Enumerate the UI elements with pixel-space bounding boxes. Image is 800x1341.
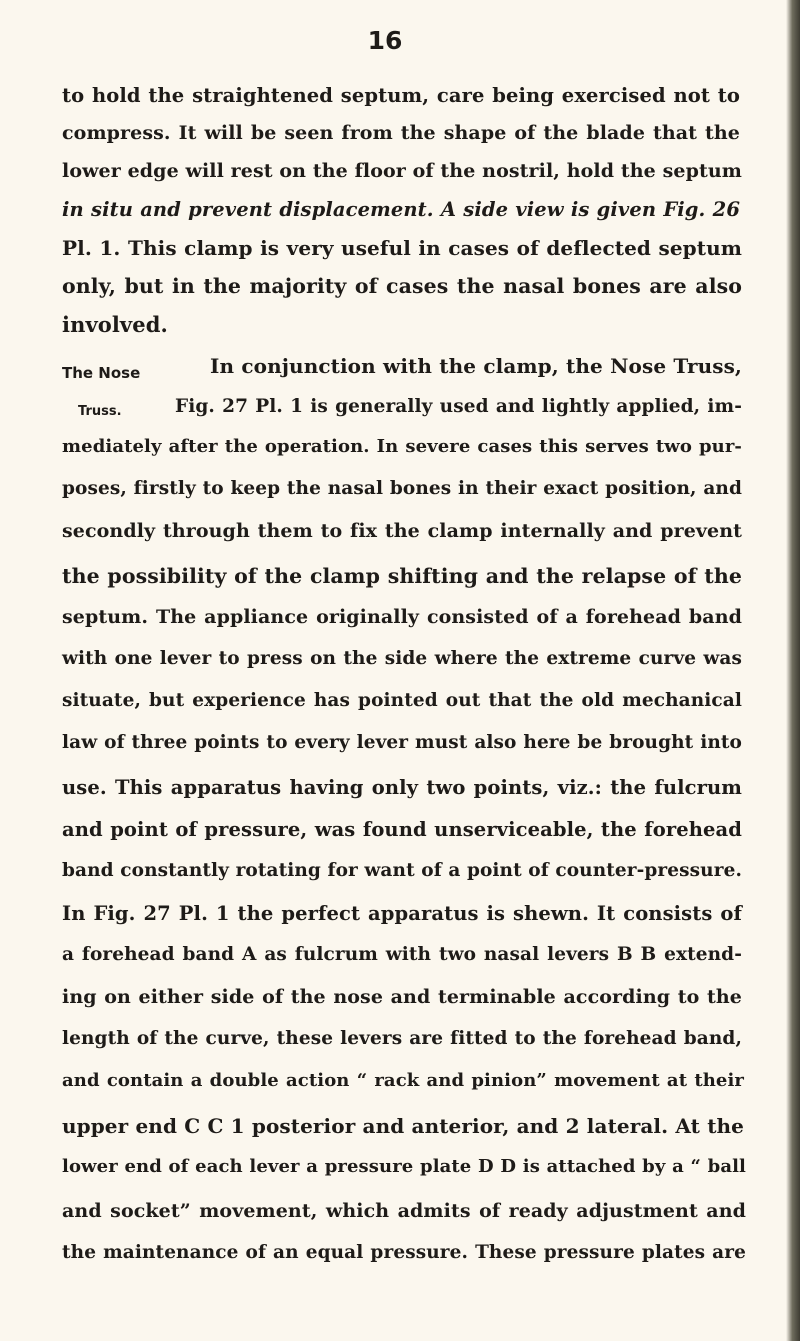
- text-line-9: Fig. 27 Pl. 1 is generally used and lightly applied, im-: [175, 396, 742, 417]
- text-line-8: In conjunction with the clamp, the Nose Truss,: [210, 354, 742, 378]
- text-line-1: to hold the straightened septum, care being exercised not to: [62, 84, 740, 107]
- text-line-2: compress. It will be seen from the shape of the blade that the: [62, 122, 740, 144]
- text-line-12: secondly through them to fix the clamp internally and prevent: [62, 520, 742, 542]
- text-line-3: lower edge will rest on the floor of the nostril, hold the septum: [62, 160, 742, 182]
- text-line-10: mediately after the operation. In severe cases this serves two pur-: [62, 436, 742, 457]
- text-line-27: lower end of each lever a pressure plate D D is attached by a “ ball: [62, 1156, 746, 1177]
- text-line-20: band constantly rotating for want of a point of counter-pressure.: [62, 860, 742, 881]
- text-line-16: situate, but experience has pointed out that the old mechanical: [62, 690, 742, 711]
- margin-note-line-2: Truss.: [78, 404, 122, 419]
- text-line-6: only, but in the majority of cases the nasal bones are also: [62, 274, 742, 298]
- text-line-21: In Fig. 27 Pl. 1 the perfect apparatus is shewn. It consists of: [62, 902, 742, 925]
- text-line-14: septum. The appliance originally consisted of a forehead band: [62, 606, 742, 628]
- text-line-24: length of the curve, these levers are fitted to the forehead band,: [62, 1028, 742, 1049]
- text-line-23: ing on either side of the nose and terminable according to the: [62, 986, 742, 1008]
- text-line-11: poses, firstly to keep the nasal bones in their exact position, and: [62, 478, 742, 499]
- text-line-28: and socket” movement, which admits of ready adjustment and: [62, 1200, 746, 1222]
- margin-note-line-1: The Nose: [62, 364, 141, 382]
- text-line-5: Pl. 1. This clamp is very useful in cases of deflected septum: [62, 236, 742, 260]
- text-line-15: with one lever to press on the side where the extreme curve was: [62, 648, 742, 669]
- text-line-26: upper end C C 1 posterior and anterior, and 2 lateral. At the: [62, 1114, 744, 1138]
- text-line-18: use. This apparatus having only two points, viz.: the fulcrum: [62, 776, 742, 799]
- text-line-22: a forehead band A as fulcrum with two nasal levers B B extend-: [62, 944, 742, 965]
- text-line-17: law of three points to every lever must also here be brought into: [62, 732, 742, 753]
- text-line-13: the possibility of the clamp shifting and the relapse of the: [62, 564, 742, 588]
- text-line-19: and point of pressure, was found unserviceable, the forehead: [62, 818, 742, 841]
- text-line-7: involved.: [62, 312, 168, 337]
- text-line-29: the maintenance of an equal pressure. These pressure plates are: [62, 1242, 746, 1263]
- text-line-4: in situ and prevent displacement. A side view is given Fig. 26: [62, 198, 740, 221]
- page-number: 16: [367, 26, 403, 55]
- text-line-25: and contain a double action “ rack and pinion” movement at their: [62, 1070, 744, 1091]
- page-edge-shadow: [786, 0, 800, 1341]
